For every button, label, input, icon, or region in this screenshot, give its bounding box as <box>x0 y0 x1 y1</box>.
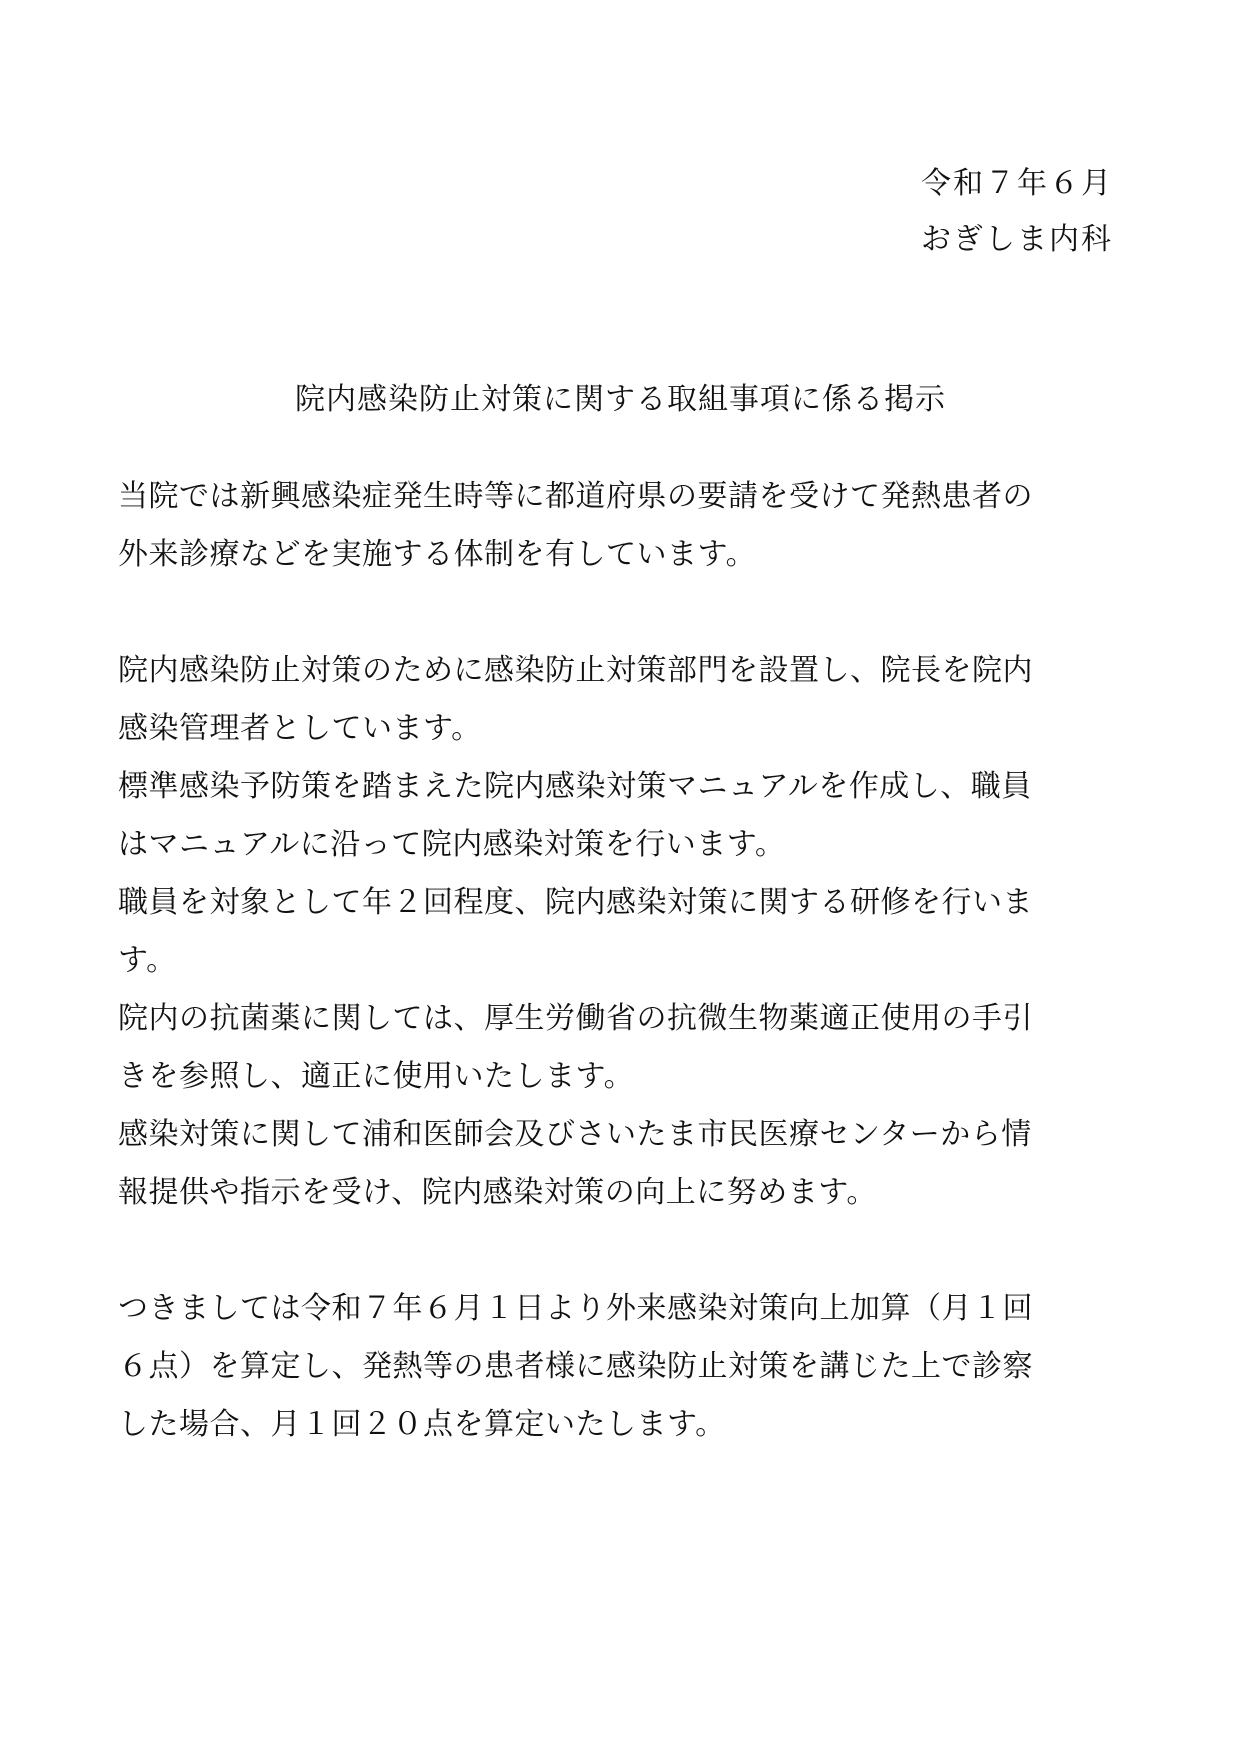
body-line: 標準感染予防策を踏まえた院内感染対策マニュアルを作成し、職員 <box>118 769 1032 804</box>
notice-body <box>118 468 1123 1454</box>
document-title: 院内感染防止対策に関する取組事項に係る掲示 <box>295 382 946 417</box>
body-line: ６点）を算定し、発熱等の患者様に感染防止対策を講じた上で診察 <box>118 1349 1033 1384</box>
section-spacer <box>118 584 1123 642</box>
clinic-name: おぎしま内科 <box>921 222 1113 257</box>
body-line: 外来診療などを実施する体制を有しています。 <box>118 537 757 572</box>
section-fee-notice <box>118 1280 1123 1454</box>
body-line: した場合、月１回２０点を算定いたします。 <box>118 1407 726 1442</box>
section-emergency-readiness <box>118 468 1123 584</box>
body-line: 感染管理者としています。 <box>118 711 482 746</box>
body-line: 職員を対象として年２回程度、院内感染対策に関する研修を行いま <box>118 885 1033 920</box>
header-block <box>921 156 1113 268</box>
body-line: 院内の抗菌薬に関しては、厚生労働省の抗微生物薬適正使用の手引 <box>118 1001 1033 1036</box>
body-line: 当院では新興感染症発生時等に都道府県の要請を受けて発熱患者の <box>118 479 1033 514</box>
body-line: す。 <box>118 943 177 978</box>
body-line: はマニュアルに沿って院内感染対策を行います。 <box>118 827 786 862</box>
body-line: 院内感染防止対策のために感染防止対策部門を設置し、院長を院内 <box>118 653 1033 688</box>
body-line: 報提供や指示を受け、院内感染対策の向上に努めます。 <box>118 1175 877 1210</box>
body-line: 感染対策に関して浦和医師会及びさいたま市民医療センターから情 <box>118 1117 1032 1152</box>
body-line: きを参照し、適正に使用いたします。 <box>118 1059 635 1094</box>
section-spacer <box>118 1222 1123 1280</box>
section-infection-control-measures <box>118 642 1123 1222</box>
body-line: つきましては令和７年６月１日より外来感染対策向上加算（月１回 <box>118 1291 1033 1326</box>
notice-date: 令和７年６月 <box>921 166 1113 201</box>
